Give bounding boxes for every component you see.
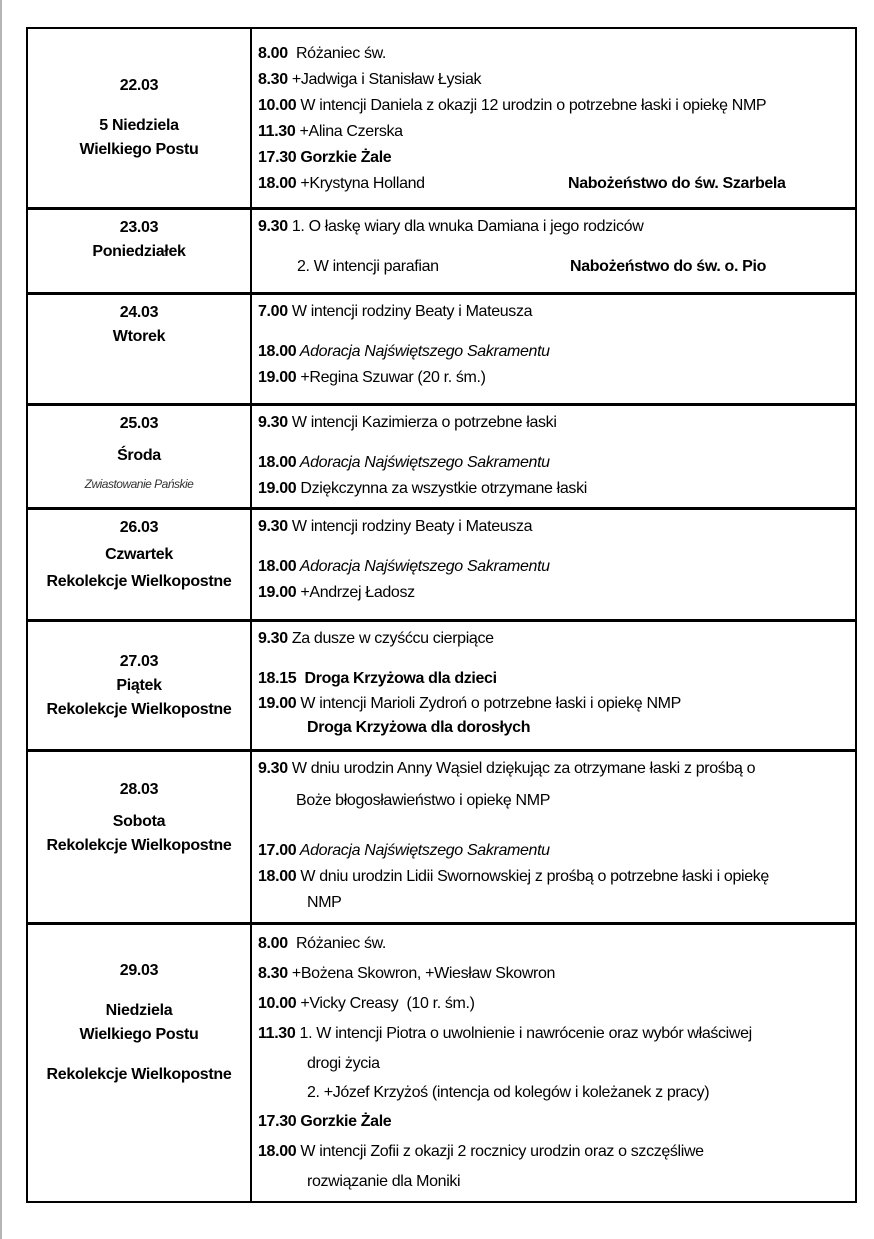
day-subtitle: Rekolekcje Wielkopostne: [46, 573, 232, 590]
schedule-row: [28, 619, 855, 749]
day-cell: [28, 406, 252, 507]
feast-note: Zwiastowanie Pańskie: [84, 477, 194, 491]
mass-entry: 9.30 1. O łaskę wiary dla wnuka Damiana i jego rodziców: [258, 218, 644, 235]
mass-entry: 9.30 W dniu urodzin Anny Wąsiel dziękując za otrzymane łaski z prośbą o: [258, 760, 756, 777]
mass-entry: Droga Krzyżowa dla dorosłych: [307, 719, 531, 736]
day-name: Wtorek: [112, 328, 166, 345]
schedule-row: [28, 749, 855, 922]
schedule-row: [28, 403, 855, 507]
mass-entry: 8.00 Różaniec św.: [258, 935, 387, 952]
date: 28.03: [119, 781, 159, 798]
day-name: Poniedziałek: [92, 243, 186, 260]
devotion-note: Nabożeństwo do św. Szarbela: [568, 175, 786, 192]
day-name: Środa: [117, 447, 161, 464]
schedule-row: [28, 29, 855, 207]
day-cell: [28, 295, 252, 403]
day-name: Sobota: [112, 813, 166, 830]
date: 24.03: [119, 304, 159, 321]
mass-entry: 9.30 W intencji Kazimierza o potrzebne łaski: [258, 414, 557, 431]
day-cell: [28, 752, 252, 922]
masses-cell: [252, 29, 855, 207]
day-cell: [28, 622, 252, 749]
mass-entry: NMP: [307, 894, 342, 911]
masses-cell: [252, 210, 855, 292]
mass-entry: 10.00 W intencji Daniela z okazji 12 urodzin o potrzebne łaski i opiekę NMP: [258, 97, 767, 114]
mass-entry: Boże błogosławieństwo i opiekę NMP: [296, 792, 551, 809]
masses-cell: [252, 752, 855, 922]
mass-entry: 18.00 +Krystyna Holland Nabożeństwo do św. Szarbela: [258, 171, 855, 197]
day-name: Czwartek: [105, 546, 173, 563]
date: 26.03: [119, 519, 159, 536]
mass-entry: 18.00 Adoracja Najświętszego Sakramentu: [258, 454, 550, 471]
mass-entry: 19.00 +Andrzej Ładosz: [258, 584, 415, 601]
mass-entry: 17.00 Adoracja Najświętszego Sakramentu: [258, 842, 550, 859]
mass-entry: 2. +Józef Krzyżoś (intencja od kolegów i koleżanek z pracy): [307, 1084, 710, 1101]
day-subtitle: Rekolekcje Wielkopostne: [46, 700, 232, 718]
date: 22.03: [119, 77, 159, 94]
devotion-note: Nabożeństwo do św. o. Pio: [570, 258, 767, 275]
date: 25.03: [119, 415, 159, 432]
day-subtitle: Rekolekcje Wielkopostne: [46, 837, 232, 854]
mass-entry: 19.00 Dziękczynna za wszystkie otrzymane łaski: [258, 480, 587, 497]
mass-schedule-table: [26, 27, 857, 1203]
mass-entry: 18.00 Adoracja Najświętszego Sakramentu: [258, 558, 550, 575]
day-subtitle: Wielkiego Postu: [79, 141, 199, 158]
mass-entry: 19.00 +Regina Szuwar (20 r. śm.): [258, 369, 486, 386]
mass-entry: 18.00 Adoracja Najświętszego Sakramentu: [258, 343, 550, 360]
day-cell: [28, 29, 252, 207]
mass-entry: 11.30 1. W intencji Piotra o uwolnienie i nawrócenie oraz wybór właściwej: [258, 1025, 752, 1042]
mass-entry: 8.30 +Jadwiga i Stanisław Łysiak: [258, 71, 482, 88]
schedule-row: [28, 207, 855, 292]
mass-entry: 9.30 W intencji rodziny Beaty i Mateusza: [258, 518, 533, 535]
day-cell: [28, 925, 252, 1201]
date: 23.03: [119, 219, 159, 236]
mass-entry: 18.00 W dniu urodzin Lidii Swornowskiej z prośbą o potrzebne łaski i opiekę: [258, 868, 769, 885]
day-name: 5 Niedziela: [99, 117, 179, 134]
mass-entry: 17.30 Gorzkie Żale: [258, 1113, 392, 1130]
date: 27.03: [119, 652, 159, 670]
mass-entry: 17.30 Gorzkie Żale: [258, 149, 392, 166]
day-name: Piątek: [116, 676, 162, 694]
mass-entry: 19.00 W intencji Marioli Zydroń o potrzebne łaski i opiekę NMP: [258, 695, 681, 712]
masses-cell: [252, 622, 855, 749]
mass-entry: 8.30 +Bożena Skowron, +Wiesław Skowron: [258, 965, 556, 982]
day-name: Niedziela: [105, 1002, 173, 1019]
mass-entry: 10.00 +Vicky Creasy (10 r. śm.): [258, 995, 475, 1012]
schedule-row: [28, 922, 855, 1201]
schedule-row: [28, 292, 855, 403]
day-cell: [28, 210, 252, 292]
mass-entry: 9.30 Za dusze w czyśćcu cierpiące: [258, 630, 494, 647]
mass-entry: 11.30 +Alina Czerska: [258, 123, 403, 140]
day-subtitle: Wielkiego Postu: [79, 1026, 199, 1043]
masses-cell: [252, 406, 855, 507]
day-subtitle-2: Rekolekcje Wielkopostne: [46, 1066, 232, 1083]
schedule-row: [28, 507, 855, 619]
mass-entry: 8.00 Różaniec św.: [258, 45, 387, 62]
mass-entry: 18.15 Droga Krzyżowa dla dzieci: [258, 670, 497, 687]
masses-cell: [252, 510, 855, 619]
mass-entry: rozwiązanie dla Moniki: [307, 1173, 461, 1190]
day-cell: [28, 510, 252, 619]
mass-entry: drogi życia: [307, 1055, 380, 1072]
mass-entry: 7.00 W intencji rodziny Beaty i Mateusza: [258, 303, 533, 320]
date: 29.03: [119, 962, 159, 979]
page-edge: [0, 0, 2, 1239]
mass-entry: 2. W intencji parafian Nabożeństwo do św. o. Pio: [258, 254, 855, 280]
masses-cell: [252, 295, 855, 403]
masses-cell: [252, 925, 855, 1201]
mass-entry: 18.00 W intencji Zofii z okazji 2 rocznicy urodzin oraz o szczęśliwe: [258, 1143, 704, 1160]
